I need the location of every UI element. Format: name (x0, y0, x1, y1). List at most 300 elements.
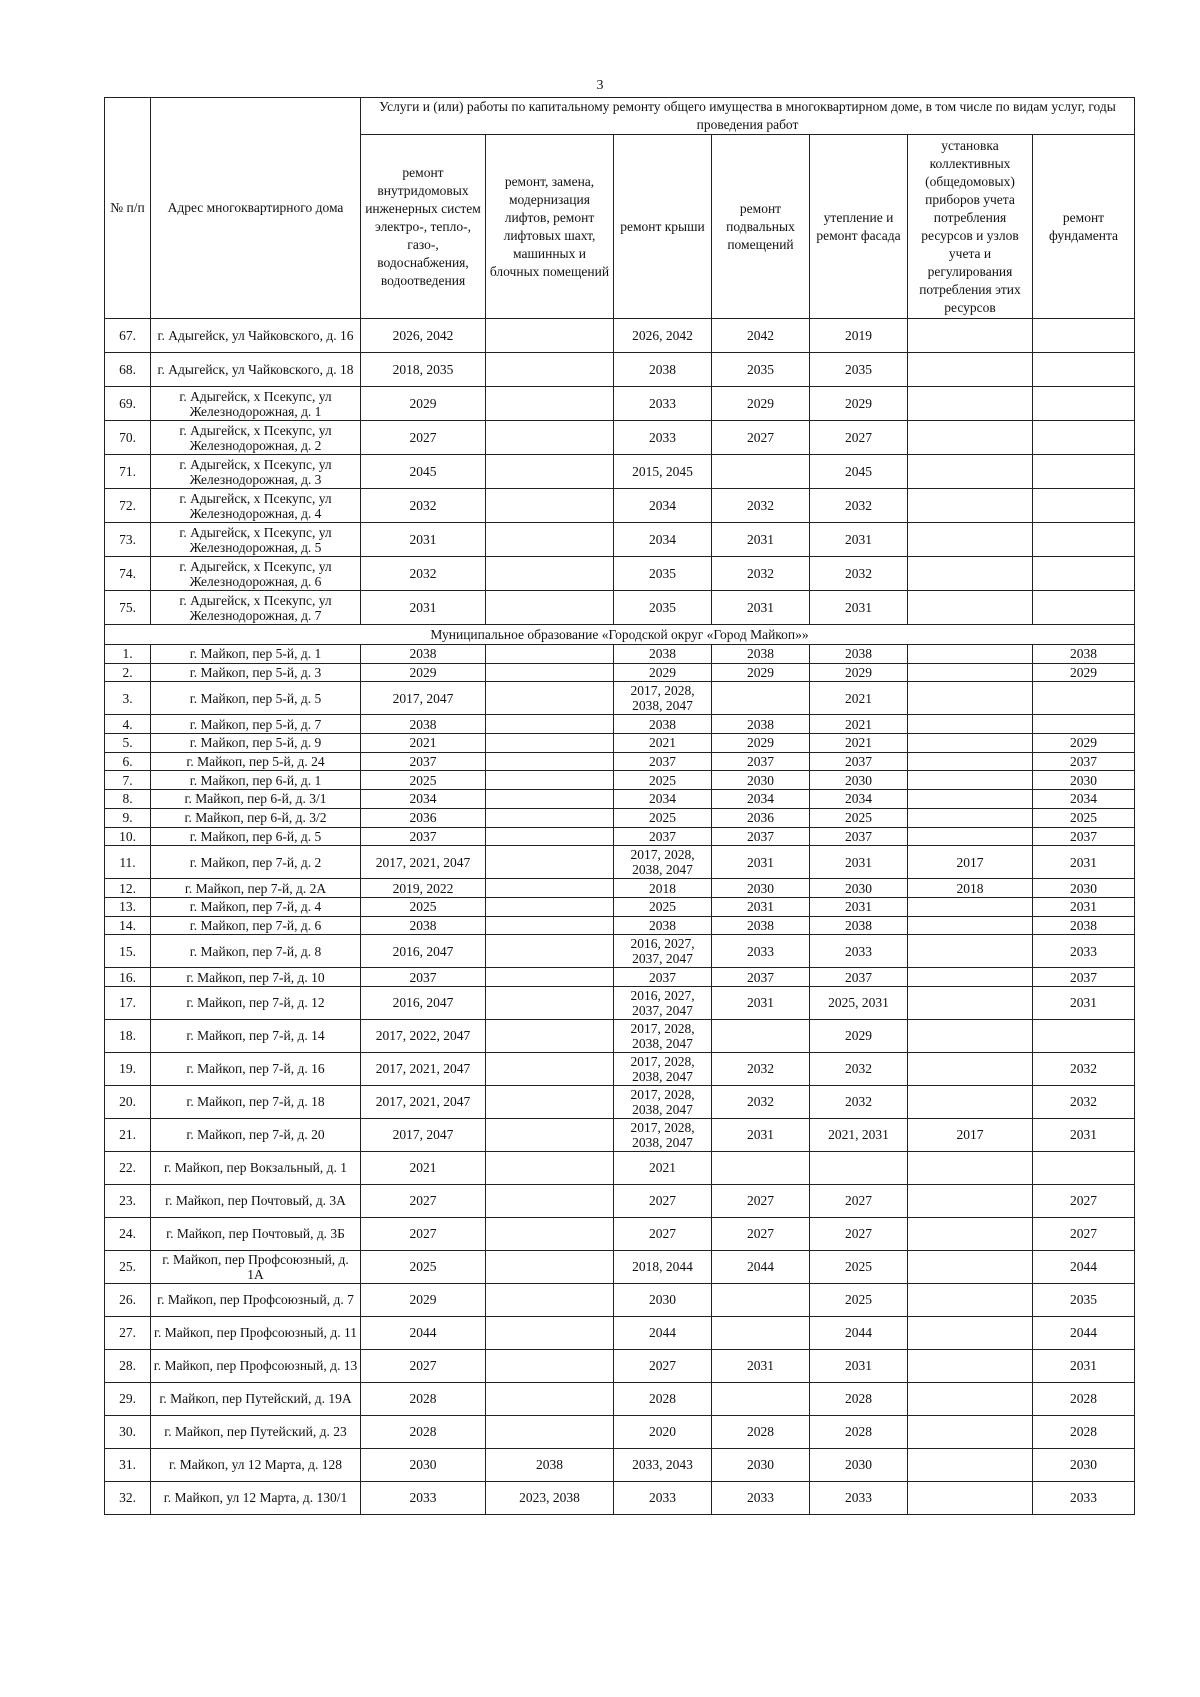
row-number: 6. (105, 752, 151, 771)
cell-engineering-systems: 2021 (361, 734, 486, 753)
row-address: г. Майкоп, пер Почтовый, д. 3А (151, 1184, 361, 1217)
cell-metering-devices (908, 489, 1033, 523)
cell-elevators (486, 1415, 614, 1448)
cell-facade: 2029 (810, 663, 908, 682)
cell-facade: 2029 (810, 1019, 908, 1052)
cell-metering-devices (908, 682, 1033, 715)
table-row (105, 916, 1135, 935)
row-address: г. Майкоп, пер Путейский, д. 19А (151, 1382, 361, 1415)
cell-roof: 2021 (614, 1151, 712, 1184)
table-row (105, 1349, 1135, 1382)
cell-elevators (486, 790, 614, 809)
header-address: Адрес многоквартирного дома (151, 98, 361, 319)
table-row (105, 387, 1135, 421)
cell-basement: 2030 (712, 879, 810, 898)
cell-elevators (486, 879, 614, 898)
cell-basement: 2042 (712, 319, 810, 353)
cell-basement (712, 455, 810, 489)
cell-foundation: 2031 (1033, 897, 1135, 916)
cell-elevators (486, 645, 614, 664)
row-address: г. Майкоп, пер Профсоюзный, д. 11 (151, 1316, 361, 1349)
cell-engineering-systems: 2038 (361, 916, 486, 935)
table-row (105, 319, 1135, 353)
row-number: 8. (105, 790, 151, 809)
cell-elevators (486, 421, 614, 455)
cell-elevators (486, 557, 614, 591)
cell-engineering-systems: 2016, 2047 (361, 986, 486, 1019)
cell-basement: 2030 (712, 771, 810, 790)
cell-metering-devices (908, 1250, 1033, 1283)
cell-engineering-systems: 2032 (361, 557, 486, 591)
table-row (105, 897, 1135, 916)
cell-metering-devices (908, 353, 1033, 387)
table-row (105, 715, 1135, 734)
cell-foundation: 2032 (1033, 1052, 1135, 1085)
cell-facade: 2025 (810, 1250, 908, 1283)
cell-engineering-systems: 2027 (361, 1184, 486, 1217)
cell-roof: 2017, 2028, 2038, 2047 (614, 682, 712, 715)
cell-metering-devices: 2017 (908, 1118, 1033, 1151)
cell-metering-devices (908, 916, 1033, 935)
row-number: 24. (105, 1217, 151, 1250)
row-number: 1. (105, 645, 151, 664)
table-row (105, 1382, 1135, 1415)
cell-elevators (486, 663, 614, 682)
cell-elevators (486, 387, 614, 421)
row-number: 27. (105, 1316, 151, 1349)
cell-basement: 2031 (712, 1349, 810, 1382)
cell-facade: 2031 (810, 897, 908, 916)
cell-elevators (486, 319, 614, 353)
cell-elevators (486, 1184, 614, 1217)
cell-metering-devices (908, 1052, 1033, 1085)
table-row (105, 353, 1135, 387)
cell-engineering-systems: 2025 (361, 1250, 486, 1283)
cell-roof: 2017, 2028, 2038, 2047 (614, 1052, 712, 1085)
cell-basement (712, 1316, 810, 1349)
cell-engineering-systems: 2038 (361, 645, 486, 664)
row-number: 10. (105, 827, 151, 846)
table-row (105, 1151, 1135, 1184)
cell-metering-devices (908, 790, 1033, 809)
cell-metering-devices (908, 1217, 1033, 1250)
cell-roof: 2034 (614, 790, 712, 809)
header-col-foundation: ремонт фундамента (1033, 135, 1135, 319)
cell-foundation: 2031 (1033, 1118, 1135, 1151)
cell-metering-devices (908, 968, 1033, 987)
row-address: г. Майкоп, пер Почтовый, д. 3Б (151, 1217, 361, 1250)
table-row (105, 846, 1135, 879)
cell-metering-devices (908, 387, 1033, 421)
cell-roof: 2038 (614, 916, 712, 935)
cell-basement (712, 682, 810, 715)
cell-facade: 2031 (810, 1349, 908, 1382)
cell-roof: 2033, 2043 (614, 1448, 712, 1481)
row-address: г. Майкоп, пер 5-й, д. 7 (151, 715, 361, 734)
cell-metering-devices (908, 1283, 1033, 1316)
cell-facade: 2031 (810, 591, 908, 625)
cell-metering-devices (908, 645, 1033, 664)
header-col-elevators: ремонт, замена, модернизация лифтов, ремонт лифтовых шахт, машинных и блочных помещений (486, 135, 614, 319)
header-col-metering-devices: установка коллективных (общедомовых) приборов учета потребления ресурсов и узлов учета и регулирования потребления этих ресурсов (908, 135, 1033, 319)
cell-roof: 2038 (614, 645, 712, 664)
cell-metering-devices (908, 1448, 1033, 1481)
cell-metering-devices (908, 808, 1033, 827)
row-number: 25. (105, 1250, 151, 1283)
row-number: 74. (105, 557, 151, 591)
cell-foundation: 2030 (1033, 879, 1135, 898)
cell-engineering-systems: 2029 (361, 387, 486, 421)
cell-basement (712, 1019, 810, 1052)
row-number: 68. (105, 353, 151, 387)
cell-roof: 2038 (614, 715, 712, 734)
cell-facade: 2038 (810, 645, 908, 664)
cell-foundation: 2038 (1033, 645, 1135, 664)
row-number: 23. (105, 1184, 151, 1217)
cell-foundation (1033, 523, 1135, 557)
table-row (105, 790, 1135, 809)
cell-elevators (486, 1217, 614, 1250)
row-number: 30. (105, 1415, 151, 1448)
header-services-group: Услуги и (или) работы по капитальному ремонту общего имущества в многоквартирном доме, в том числе по видам услуг, годы проведения работ (361, 98, 1135, 135)
table-row (105, 734, 1135, 753)
cell-basement: 2031 (712, 591, 810, 625)
cell-basement: 2038 (712, 916, 810, 935)
cell-engineering-systems: 2017, 2047 (361, 682, 486, 715)
row-address: г. Майкоп, пер 5-й, д. 3 (151, 663, 361, 682)
cell-engineering-systems: 2017, 2021, 2047 (361, 846, 486, 879)
cell-roof: 2018 (614, 879, 712, 898)
row-address: г. Майкоп, пер 6-й, д. 3/2 (151, 808, 361, 827)
cell-basement: 2033 (712, 1481, 810, 1514)
cell-facade: 2025 (810, 1283, 908, 1316)
header-col-roof: ремонт крыши (614, 135, 712, 319)
table-row (105, 935, 1135, 968)
cell-elevators (486, 846, 614, 879)
cell-roof: 2027 (614, 1184, 712, 1217)
cell-elevators (486, 1118, 614, 1151)
cell-basement: 2027 (712, 1217, 810, 1250)
cell-roof: 2027 (614, 1217, 712, 1250)
row-number: 15. (105, 935, 151, 968)
cell-metering-devices (908, 1184, 1033, 1217)
table-row (105, 557, 1135, 591)
cell-roof: 2033 (614, 1481, 712, 1514)
row-number: 12. (105, 879, 151, 898)
cell-facade: 2025 (810, 808, 908, 827)
row-number: 22. (105, 1151, 151, 1184)
cell-facade: 2037 (810, 968, 908, 987)
cell-facade: 2021 (810, 734, 908, 753)
table-row (105, 1415, 1135, 1448)
row-number: 32. (105, 1481, 151, 1514)
cell-roof: 2034 (614, 489, 712, 523)
cell-metering-devices (908, 734, 1033, 753)
cell-facade: 2027 (810, 421, 908, 455)
cell-metering-devices (908, 752, 1033, 771)
cell-foundation: 2029 (1033, 663, 1135, 682)
cell-foundation: 2027 (1033, 1184, 1135, 1217)
cell-engineering-systems: 2025 (361, 897, 486, 916)
row-address: г. Майкоп, пер 7-й, д. 14 (151, 1019, 361, 1052)
cell-facade (810, 1151, 908, 1184)
cell-engineering-systems: 2037 (361, 827, 486, 846)
row-address: г. Майкоп, ул 12 Марта, д. 130/1 (151, 1481, 361, 1514)
cell-metering-devices (908, 1481, 1033, 1514)
cell-basement: 2028 (712, 1415, 810, 1448)
cell-foundation: 2029 (1033, 734, 1135, 753)
cell-basement: 2031 (712, 846, 810, 879)
cell-basement: 2029 (712, 387, 810, 421)
row-address: г. Майкоп, пер Профсоюзный, д. 1А (151, 1250, 361, 1283)
cell-metering-devices (908, 455, 1033, 489)
cell-facade: 2027 (810, 1184, 908, 1217)
cell-roof: 2026, 2042 (614, 319, 712, 353)
cell-foundation (1033, 715, 1135, 734)
cell-facade: 2044 (810, 1316, 908, 1349)
table-row (105, 1052, 1135, 1085)
cell-elevators (486, 771, 614, 790)
cell-facade: 2021, 2031 (810, 1118, 908, 1151)
cell-engineering-systems: 2037 (361, 752, 486, 771)
cell-engineering-systems: 2038 (361, 715, 486, 734)
cell-metering-devices (908, 1085, 1033, 1118)
row-address: г. Майкоп, пер Путейский, д. 23 (151, 1415, 361, 1448)
table-row (105, 421, 1135, 455)
cell-foundation: 2038 (1033, 916, 1135, 935)
cell-metering-devices (908, 663, 1033, 682)
cell-engineering-systems: 2030 (361, 1448, 486, 1481)
row-number: 29. (105, 1382, 151, 1415)
row-address: г. Адыгейск, х Псекупс, ул Железнодорожная, д. 6 (151, 557, 361, 591)
cell-foundation: 2031 (1033, 1349, 1135, 1382)
cell-foundation (1033, 591, 1135, 625)
cell-elevators (486, 897, 614, 916)
row-address: г. Майкоп, пер 6-й, д. 5 (151, 827, 361, 846)
cell-facade: 2031 (810, 846, 908, 879)
cell-roof: 2020 (614, 1415, 712, 1448)
cell-basement: 2027 (712, 1184, 810, 1217)
cell-basement (712, 1283, 810, 1316)
cell-foundation (1033, 489, 1135, 523)
row-number: 13. (105, 897, 151, 916)
cell-facade: 2032 (810, 1085, 908, 1118)
row-address: г. Майкоп, пер 7-й, д. 12 (151, 986, 361, 1019)
header-col-facade: утепление и ремонт фасада (810, 135, 908, 319)
cell-basement: 2031 (712, 897, 810, 916)
table-row (105, 1085, 1135, 1118)
cell-facade: 2037 (810, 827, 908, 846)
row-address: г. Майкоп, пер 5-й, д. 1 (151, 645, 361, 664)
cell-elevators (486, 1283, 614, 1316)
cell-engineering-systems: 2029 (361, 663, 486, 682)
cell-facade: 2032 (810, 557, 908, 591)
cell-engineering-systems: 2026, 2042 (361, 319, 486, 353)
table-row (105, 986, 1135, 1019)
cell-roof: 2021 (614, 734, 712, 753)
cell-facade: 2030 (810, 879, 908, 898)
row-address: г. Адыгейск, х Псекупс, ул Железнодорожная, д. 4 (151, 489, 361, 523)
row-number: 71. (105, 455, 151, 489)
cell-engineering-systems: 2032 (361, 489, 486, 523)
table-row (105, 1481, 1135, 1514)
cell-basement: 2031 (712, 986, 810, 1019)
row-number: 18. (105, 1019, 151, 1052)
row-address: г. Майкоп, пер 5-й, д. 5 (151, 682, 361, 715)
cell-basement: 2030 (712, 1448, 810, 1481)
cell-engineering-systems: 2033 (361, 1481, 486, 1514)
cell-foundation: 2034 (1033, 790, 1135, 809)
row-number: 7. (105, 771, 151, 790)
cell-engineering-systems: 2019, 2022 (361, 879, 486, 898)
cell-foundation: 2031 (1033, 846, 1135, 879)
cell-facade: 2037 (810, 752, 908, 771)
cell-elevators: 2038 (486, 1448, 614, 1481)
cell-elevators (486, 1019, 614, 1052)
cell-metering-devices (908, 715, 1033, 734)
row-number: 69. (105, 387, 151, 421)
cell-foundation: 2035 (1033, 1283, 1135, 1316)
cell-elevators (486, 986, 614, 1019)
cell-foundation: 2044 (1033, 1250, 1135, 1283)
cell-facade: 2025, 2031 (810, 986, 908, 1019)
cell-basement: 2032 (712, 489, 810, 523)
cell-foundation: 2033 (1033, 935, 1135, 968)
cell-engineering-systems: 2044 (361, 1316, 486, 1349)
cell-facade: 2031 (810, 523, 908, 557)
cell-foundation: 2033 (1033, 1481, 1135, 1514)
cell-foundation: 2044 (1033, 1316, 1135, 1349)
cell-basement: 2037 (712, 827, 810, 846)
row-number: 21. (105, 1118, 151, 1151)
cell-roof: 2017, 2028, 2038, 2047 (614, 846, 712, 879)
cell-foundation: 2030 (1033, 1448, 1135, 1481)
table-row (105, 1184, 1135, 1217)
cell-roof: 2037 (614, 827, 712, 846)
cell-basement: 2032 (712, 557, 810, 591)
table-row (105, 808, 1135, 827)
cell-elevators (486, 827, 614, 846)
row-address: г. Майкоп, пер 7-й, д. 8 (151, 935, 361, 968)
cell-metering-devices (908, 1019, 1033, 1052)
cell-foundation (1033, 1151, 1135, 1184)
table-body-maykop (105, 645, 1135, 1515)
cell-foundation: 2028 (1033, 1382, 1135, 1415)
table-row (105, 1118, 1135, 1151)
cell-roof: 2035 (614, 591, 712, 625)
cell-facade: 2030 (810, 1448, 908, 1481)
cell-metering-devices (908, 557, 1033, 591)
cell-elevators (486, 935, 614, 968)
cell-facade: 2027 (810, 1217, 908, 1250)
table-section-maykop (105, 625, 1135, 645)
cell-foundation: 2025 (1033, 808, 1135, 827)
cell-foundation (1033, 557, 1135, 591)
row-address: г. Майкоп, пер 7-й, д. 2 (151, 846, 361, 879)
cell-basement: 2038 (712, 715, 810, 734)
row-number: 26. (105, 1283, 151, 1316)
cell-metering-devices: 2018 (908, 879, 1033, 898)
cell-engineering-systems: 2017, 2021, 2047 (361, 1085, 486, 1118)
cell-metering-devices (908, 771, 1033, 790)
cell-basement: 2031 (712, 1118, 810, 1151)
row-address: г. Майкоп, пер 7-й, д. 18 (151, 1085, 361, 1118)
cell-engineering-systems: 2021 (361, 1151, 486, 1184)
cell-foundation: 2031 (1033, 986, 1135, 1019)
cell-elevators (486, 752, 614, 771)
row-number: 19. (105, 1052, 151, 1085)
row-number: 73. (105, 523, 151, 557)
cell-foundation (1033, 387, 1135, 421)
table-row (105, 968, 1135, 987)
row-address: г. Адыгейск, ул Чайковского, д. 16 (151, 319, 361, 353)
cell-basement: 2037 (712, 968, 810, 987)
row-number: 11. (105, 846, 151, 879)
cell-elevators (486, 455, 614, 489)
cell-elevators: 2023, 2038 (486, 1481, 614, 1514)
row-number: 20. (105, 1085, 151, 1118)
cell-elevators (486, 591, 614, 625)
cell-engineering-systems: 2018, 2035 (361, 353, 486, 387)
cell-elevators (486, 682, 614, 715)
table-row (105, 1250, 1135, 1283)
cell-elevators (486, 916, 614, 935)
cell-facade: 2033 (810, 1481, 908, 1514)
row-address: г. Майкоп, пер 7-й, д. 16 (151, 1052, 361, 1085)
cell-elevators (486, 1250, 614, 1283)
cell-engineering-systems: 2037 (361, 968, 486, 987)
cell-metering-devices (908, 935, 1033, 968)
cell-foundation: 2030 (1033, 771, 1135, 790)
cell-elevators (486, 715, 614, 734)
cell-facade: 2021 (810, 715, 908, 734)
cell-engineering-systems: 2016, 2047 (361, 935, 486, 968)
header-number: № п/п (105, 98, 151, 319)
row-address: г. Майкоп, пер 7-й, д. 10 (151, 968, 361, 987)
cell-basement (712, 1382, 810, 1415)
cell-roof: 2028 (614, 1382, 712, 1415)
cell-elevators (486, 489, 614, 523)
row-number: 72. (105, 489, 151, 523)
row-address: г. Адыгейск, х Псекупс, ул Железнодорожная, д. 5 (151, 523, 361, 557)
cell-engineering-systems: 2027 (361, 1349, 486, 1382)
cell-roof: 2027 (614, 1349, 712, 1382)
cell-engineering-systems: 2027 (361, 1217, 486, 1250)
cell-metering-devices (908, 1415, 1033, 1448)
cell-metering-devices (908, 897, 1033, 916)
cell-roof: 2037 (614, 752, 712, 771)
cell-metering-devices (908, 1151, 1033, 1184)
cell-roof: 2033 (614, 387, 712, 421)
cell-engineering-systems: 2031 (361, 591, 486, 625)
table-row (105, 645, 1135, 664)
cell-facade: 2019 (810, 319, 908, 353)
table-row (105, 879, 1135, 898)
cell-basement: 2044 (712, 1250, 810, 1283)
cell-roof: 2016, 2027, 2037, 2047 (614, 935, 712, 968)
row-number: 14. (105, 916, 151, 935)
cell-foundation: 2037 (1033, 968, 1135, 987)
cell-facade: 2033 (810, 935, 908, 968)
cell-basement: 2032 (712, 1085, 810, 1118)
row-number: 70. (105, 421, 151, 455)
cell-metering-devices (908, 523, 1033, 557)
cell-basement: 2031 (712, 523, 810, 557)
capital-repair-schedule-table (104, 97, 1135, 1515)
header-col-engineering-systems: ремонт внутридомовых инженерных систем электро-, тепло-, газо-, водоснабжения, водоотведения (361, 135, 486, 319)
cell-facade: 2038 (810, 916, 908, 935)
cell-engineering-systems: 2031 (361, 523, 486, 557)
